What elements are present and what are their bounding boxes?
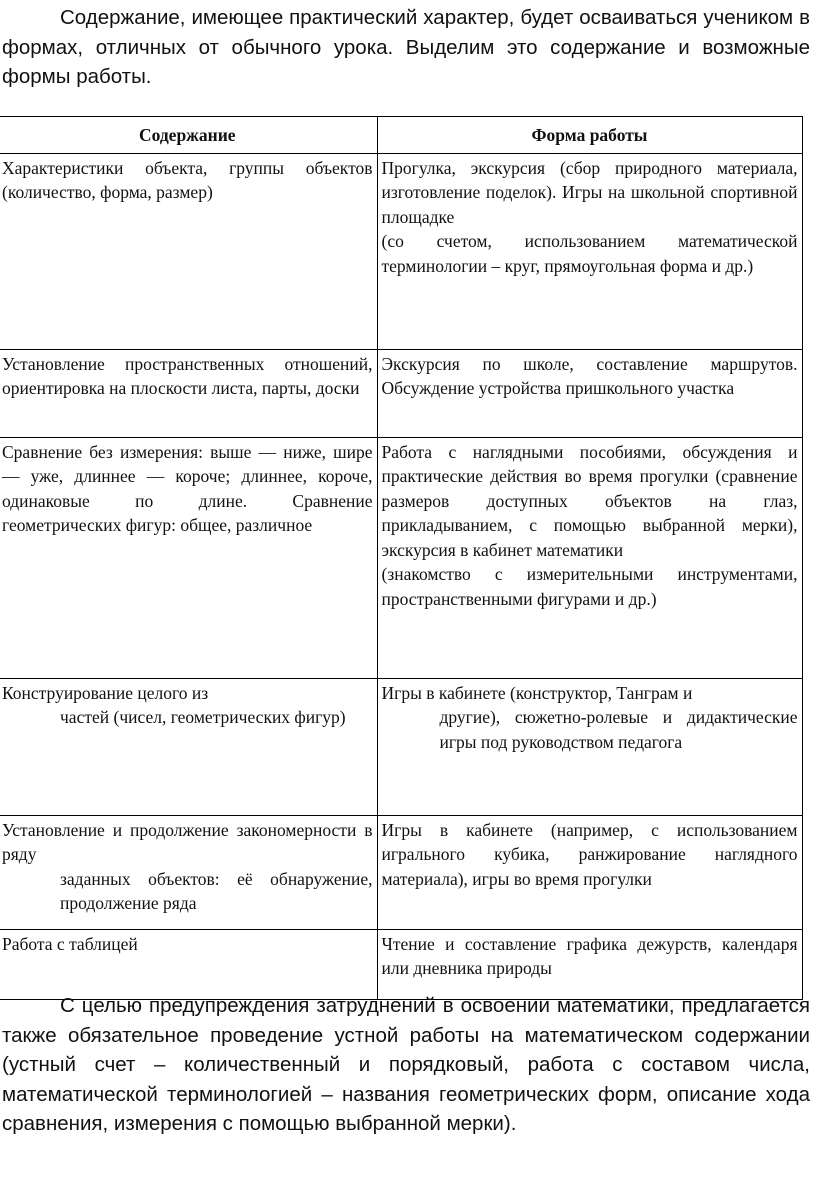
table-row bbox=[0, 815, 802, 929]
content-cell: Работа с таблицей bbox=[0, 929, 377, 999]
closing-paragraph: С целью предупреждения затруднений в освоении математики, предлагается также обязательное проведение устной работы на математическом содержании (устный счет – количественный и порядковый, работа с составом числа, математической терминологией – названия геометрических форм, описание хода сравнения, измерения с помощью выбранной мерки). bbox=[2, 994, 810, 1135]
table-row bbox=[0, 678, 802, 815]
table-row bbox=[0, 929, 802, 999]
header-work-form: Форма работы bbox=[377, 117, 802, 154]
form-cell bbox=[377, 929, 802, 999]
table-row bbox=[0, 349, 802, 437]
form-cell-line: Игры в кабинете (конструктор, Танграм и bbox=[381, 682, 693, 703]
form-cell bbox=[377, 437, 802, 678]
form-cell-line: Игры в кабинете (например, с использованием игрального кубика, ранжирование наглядного материала), игры во время прогулки bbox=[381, 819, 798, 889]
form-cell-line: (со счетом, использованием математической терминологии – круг, прямоугольная форма и др.) bbox=[381, 231, 798, 276]
content-cell-line: Конструирование целого из bbox=[2, 682, 209, 703]
content-forms-table bbox=[0, 116, 803, 1000]
table-row bbox=[0, 153, 802, 349]
content-cell: Сравнение без измерения: выше — ниже, шире — уже, длиннее — короче; длиннее, короче, одинаковые по длине. Сравнение геометрических фигур: общее, различное bbox=[0, 437, 377, 678]
form-cell-line: (знакомство с измерительными инструментами, пространственными фигурами и др.) bbox=[381, 564, 798, 609]
content-cell: Установление пространственных отношений, ориентировка на плоскости листа, парты, доски bbox=[0, 349, 377, 437]
form-cell bbox=[377, 678, 802, 815]
content-cell-line: частей (чисел, геометрических фигур) bbox=[60, 707, 346, 727]
form-cell bbox=[377, 349, 802, 437]
form-cell-line: Прогулка, экскурсия (сбор природного материала, изготовление поделок). Игры на школьной спортивной площадке bbox=[381, 157, 798, 227]
content-cell-line: Установление и продолжение закономерности в ряду bbox=[2, 819, 373, 864]
content-cell bbox=[0, 678, 377, 815]
form-cell-line: другие), сюжетно-ролевые и дидактические игры под руководством педагога bbox=[439, 707, 798, 752]
form-cell-line: Работа с наглядными пособиями, обсуждения и практические действия во время прогулки (сравнение размеров доступных объектов на глаз, прикладыванием, с помощью выбранной мерки), экскурсия в кабинет математики bbox=[381, 441, 798, 560]
intro-paragraph: Содержание, имеющее практический характер, будет осваиваться учеником в формах, отличных от обычного урока. Выделим это содержание и возможные формы работы. bbox=[2, 6, 810, 88]
form-cell bbox=[377, 815, 802, 929]
content-cell bbox=[0, 815, 377, 929]
form-cell bbox=[377, 153, 802, 349]
form-cell-line: Чтение и составление графика дежурств, календаря или дневника природы bbox=[381, 933, 798, 978]
content-cell-line: заданных объектов: её обнаружение, продолжение ряда bbox=[60, 868, 373, 913]
content-cell: Характеристики объекта, группы объектов (количество, форма, размер) bbox=[0, 153, 377, 349]
table-row bbox=[0, 437, 802, 678]
table-header-row bbox=[0, 117, 802, 154]
form-cell-line: Экскурсия по школе, составление маршрутов. Обсуждение устройства пришкольного участка bbox=[381, 353, 798, 398]
header-content: Содержание bbox=[0, 117, 377, 154]
